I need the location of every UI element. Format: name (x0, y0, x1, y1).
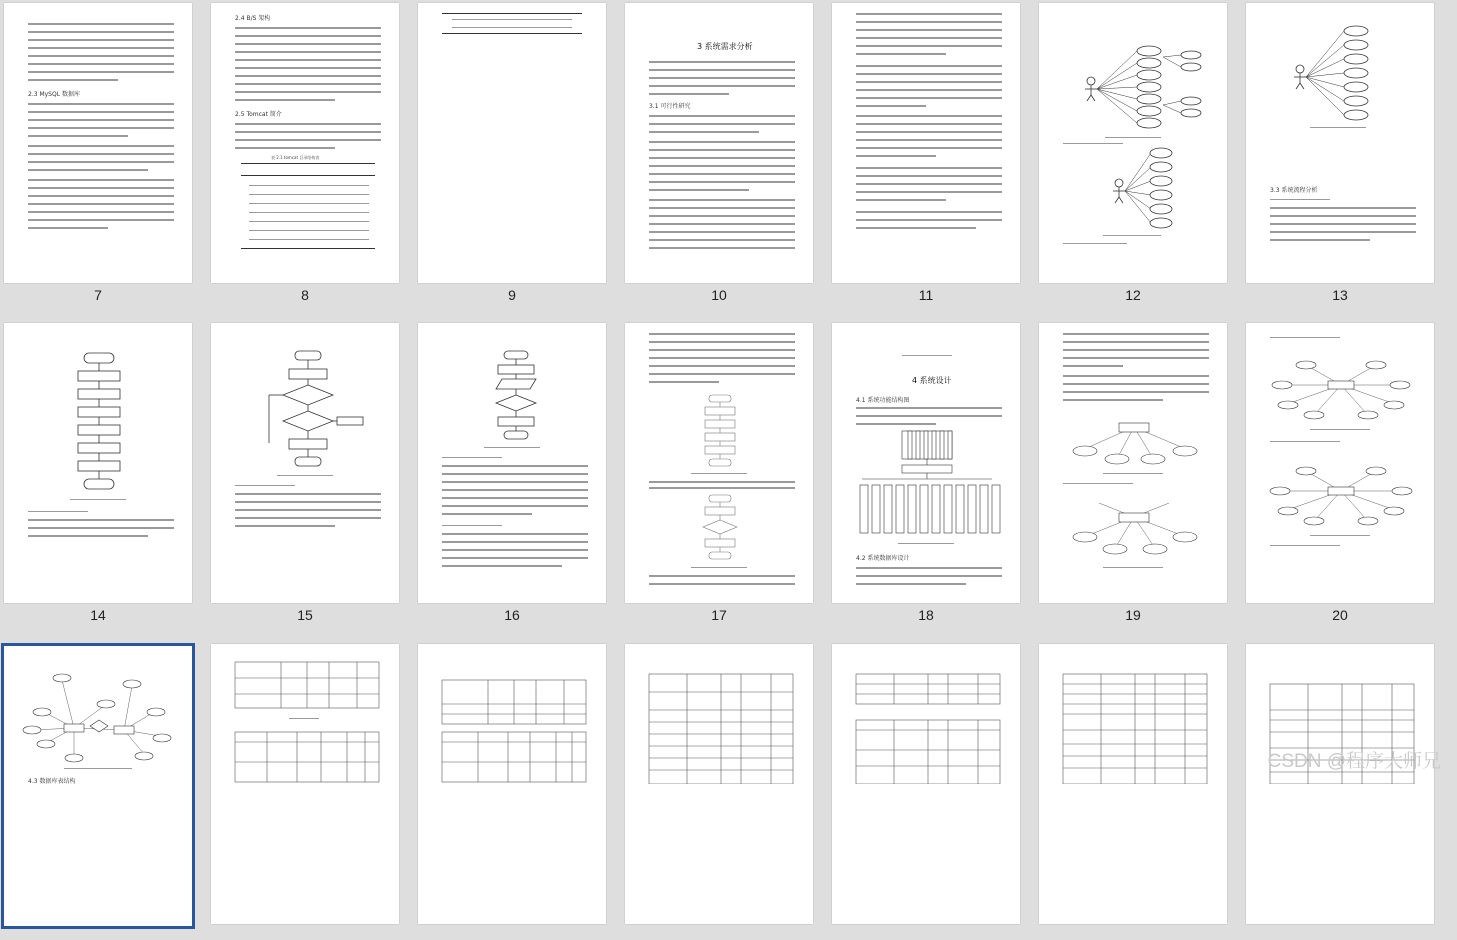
page-thumbnail-24[interactable] (625, 644, 813, 924)
table-figure (211, 644, 399, 784)
page-number-label: 10 (711, 287, 727, 303)
page-heading: 3.3 系统流程分析 (1270, 187, 1318, 194)
page-thumbnail-13[interactable] (1246, 3, 1434, 283)
page-thumbnail-16[interactable] (418, 323, 606, 603)
page-number-label: 18 (918, 607, 934, 623)
page-thumbnail-15[interactable] (211, 323, 399, 603)
page-number-label: 16 (504, 607, 520, 623)
page-heading-2: 2.5 Tomcat 简介 (235, 111, 282, 118)
er-diagram (1246, 323, 1434, 603)
table-caption: 表 2.1 tomcat 目录结构表 (271, 155, 320, 160)
page-heading: 4 系统设计 (912, 376, 952, 385)
csdn-watermark: CSDN @程序大师兄 (1267, 751, 1441, 772)
page-thumbnail-9[interactable] (418, 3, 606, 283)
page-thumbnail-8[interactable] (211, 3, 399, 283)
table-figure (625, 644, 813, 784)
page-subheading-2: 4.2 系统数据库设计 (856, 555, 910, 562)
page-thumbnail-19[interactable] (1039, 323, 1227, 603)
page-thumbnail-12[interactable] (1039, 3, 1227, 283)
page-number-label: 14 (90, 607, 106, 623)
flowchart (4, 323, 192, 603)
page-thumbnail-22[interactable] (211, 644, 399, 924)
page-number-label: 7 (94, 287, 102, 303)
page-thumbnail-10[interactable] (625, 3, 813, 283)
page-heading: 4.3 数据库表结构 (28, 778, 76, 785)
page-thumbnail-23[interactable] (418, 644, 606, 924)
page-thumbnail-11[interactable] (832, 3, 1020, 283)
flowchart (211, 323, 399, 603)
page-subheading: 4.1 系统功能结构图 (856, 397, 910, 404)
page-number-label: 13 (1332, 287, 1348, 303)
page-heading: 3 系统需求分析 (697, 42, 753, 51)
page-thumbnail-25[interactable] (832, 644, 1020, 924)
page-thumbnail-27[interactable] (1246, 644, 1434, 924)
page-subheading: 3.1 可行性研究 (649, 103, 691, 110)
page-heading: 2.3 MySQL 数据库 (28, 91, 80, 98)
page-thumbnail-7[interactable] (4, 3, 192, 283)
page-number-label: 15 (297, 607, 313, 623)
page-number-label: 20 (1332, 607, 1348, 623)
page-number-label: 11 (918, 287, 934, 303)
er-diagram (4, 646, 192, 926)
page-thumbnail-18[interactable] (832, 323, 1020, 603)
page-thumbnail-21[interactable] (4, 646, 192, 926)
thumbnail-row-3 (0, 640, 1457, 940)
table-figure (832, 644, 1020, 784)
page-number-label: 8 (301, 287, 309, 303)
flowchart (625, 323, 813, 603)
thumbnail-row-1 (0, 0, 1457, 303)
page-thumbnail-17[interactable] (625, 323, 813, 603)
er-diagram (1039, 323, 1227, 603)
page-number-label: 19 (1125, 607, 1141, 623)
page-number-label: 12 (1125, 287, 1141, 303)
page-heading: 2.4 B/S 架构 (235, 15, 271, 22)
table-figure (1039, 644, 1227, 784)
use-case-diagram (1246, 3, 1434, 283)
flowchart (418, 323, 606, 603)
table-figure (418, 644, 606, 784)
page-number-label: 17 (711, 607, 727, 623)
page-thumbnail-14[interactable] (4, 323, 192, 603)
page-number-label: 9 (508, 287, 516, 303)
thumbnail-row-2 (0, 320, 1457, 623)
page-thumbnail-20[interactable] (1246, 323, 1434, 603)
page-thumbnail-26[interactable] (1039, 644, 1227, 924)
